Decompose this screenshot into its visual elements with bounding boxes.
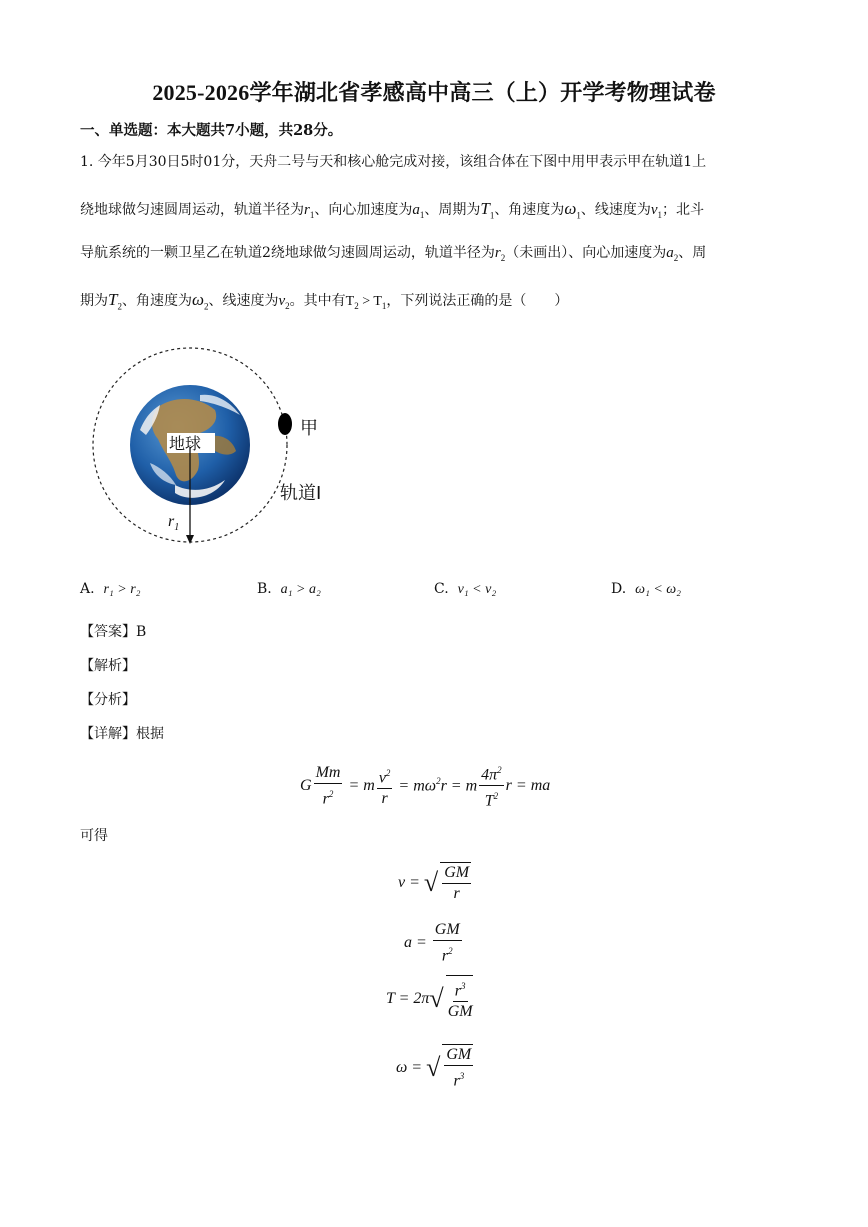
question-line-1: 1. 今年5月30日5时01分，天舟二号与天和核心舱完成对接，该组合体在下图中用甲表示甲在轨道1上: [80, 154, 707, 170]
omega-equation: ω = √ $\frac{GM}{r^3}$: [396, 1046, 472, 1090]
radius-label: $r_1$: [168, 513, 180, 533]
velocity-equation: v = √ $\frac{GM}{r}$: [398, 864, 470, 902]
earth-label: 地球: [169, 434, 202, 453]
kede-label: 可得: [80, 828, 108, 844]
orbit-diagram: [80, 335, 380, 560]
answer-label: 【答案】B: [80, 624, 147, 640]
option-a[interactable]: A. r₁ > r₂: [80, 581, 141, 597]
option-b[interactable]: B. a₁ > a₂: [257, 581, 321, 597]
radius-arrowhead: [186, 535, 194, 544]
question-line-3: 导航系统的一颗卫星乙在轨道2绕地球做匀速圆周运动，轨道半径为$r_2$（未画出）、向心加速度为$a_2$、周: [80, 245, 707, 263]
option-d[interactable]: D. ω₁ < ω₂: [611, 581, 682, 597]
section-heading: 一、单选题：本大题共7小题，共28分。: [80, 122, 343, 139]
page-title: 2025-2026学年湖北省孝感高中高三（上）开学考物理试卷: [152, 80, 716, 105]
fenxi-label: 【分析】: [80, 692, 136, 708]
analysis-label: 【解析】: [80, 658, 136, 674]
question-line-2: 绕地球做匀速圆周运动，轨道半径为$r_1$、向心加速度为$a_1$、周期为$T_1$、角速度为$\omega_1$、线速度为$v_1$；北斗: [80, 199, 704, 221]
satellite-dot: [278, 413, 292, 435]
detail-label: 【详解】根据: [80, 726, 164, 742]
satellite-label: 甲: [300, 418, 318, 439]
question-line-4: 期为$T_2$、角速度为$\omega_2$、线速度为$v_2$。其中有$T_2 > T_1$，下列说法正确的是（ ）: [80, 290, 569, 312]
orbit-label: 轨道I: [280, 483, 322, 504]
acceleration-equation: a = $\frac{GM}{r^2}$: [404, 921, 460, 965]
gravitation-equation: G $\frac{Mm}{r^2}$ = m $\frac{v^2}{r}$ = $m\omega^2r = m$ $\frac{4\pi^2}{T^2}$ r = ma: [300, 760, 550, 812]
period-equation: T = 2π √ $\frac{r^3}{GM}$: [386, 975, 475, 1022]
option-c[interactable]: C. v₁ < v₂: [434, 581, 497, 597]
